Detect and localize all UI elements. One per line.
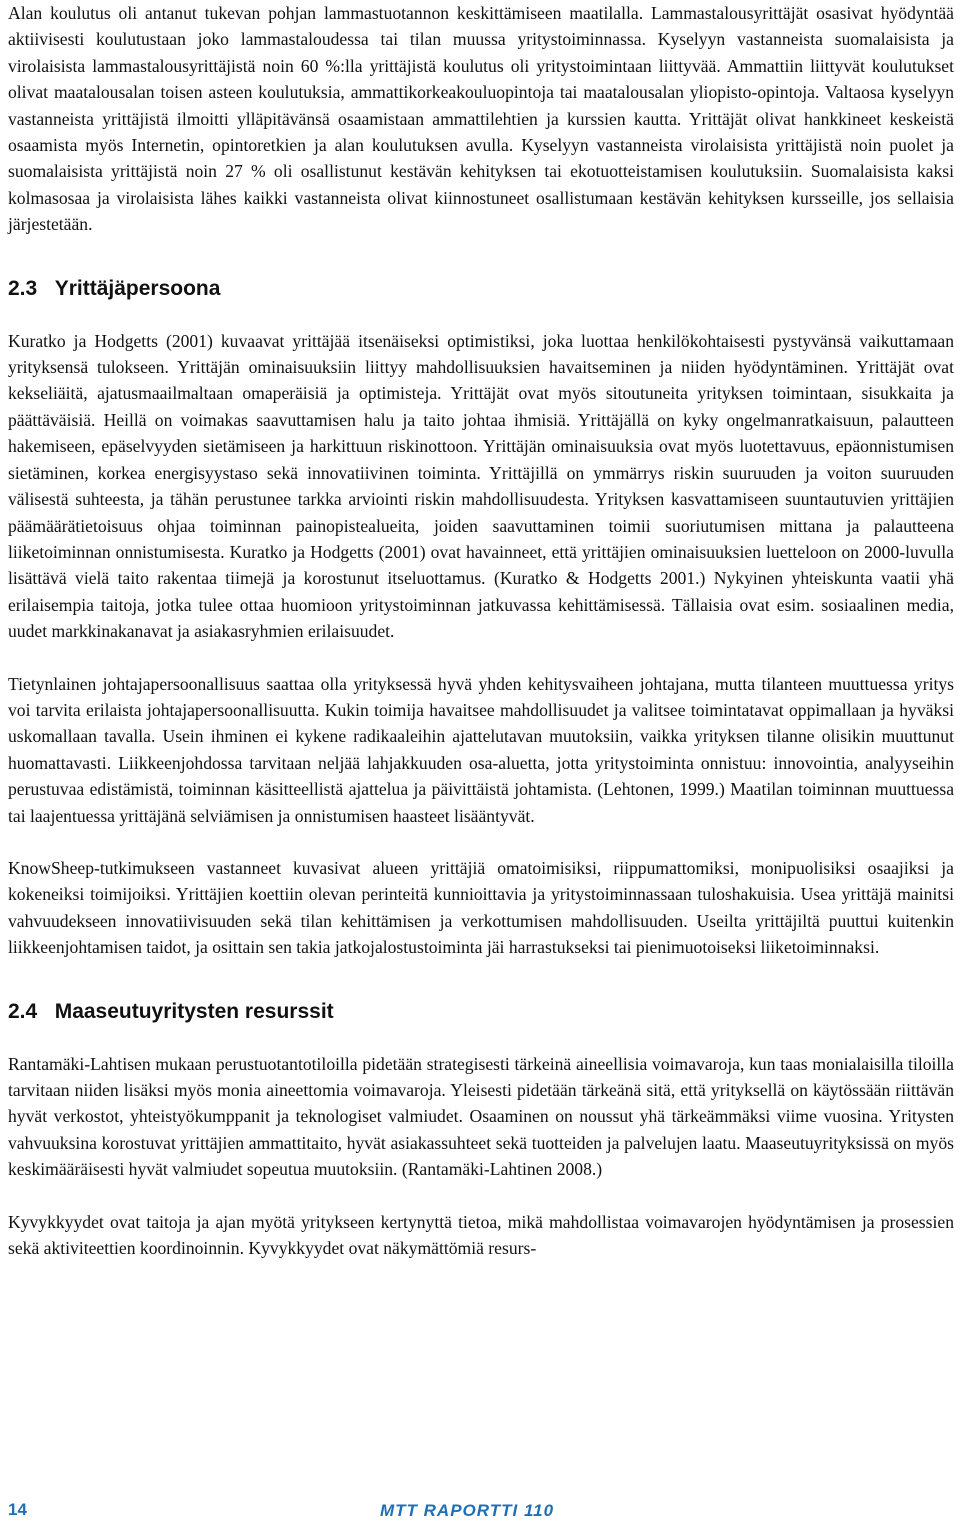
section-heading-2-3: 2.3 Yrittäjäpersoona xyxy=(8,276,221,300)
paragraph-2-4-a: Rantamäki-Lahtisen mukaan perustuotantotiloilla pidetään strategisesti tärkeinä aineellisia voimavaroja, kun taas monialaisilla tiloilla tarvitaan niiden lisäksi myös monia aineettomia voimavaroja. Yleisesti pidetään tärkeänä sitä, että yrityksellä on käytössään riittävän hyvät verkostot, yhteistyökumppanit ja teknologiset valmiudet. Osaaminen on noussut yhä tärkeämmäksi viime vuosina. Yritysten vahvuuksina korostuvat yrittäjien ammattitaito, hyvät asiakassuhteet sekä tuotteiden ja palvelujen laatu. Maaseutuyrityksissä on myös keskimääräisesti hyvät valmiudet sopeutua muutoksiin. (Rantamäki-Lahtinen 2008.) xyxy=(8,1053,954,1180)
section-heading-2-4: 2.4 Maaseutuyritysten resurssit xyxy=(8,999,334,1023)
paragraph-intro: Alan koulutus oli antanut tukevan pohjan lammastuotannon keskittämiseen maatilalla. Lammastalousyrittäjät osasivat hyödyntää aktiivisesti koulutustaan joko lammastaloudessa tai tilan muussa yritystoiminnassa. Kyselyyn vastanneista suomalaisista ja virolaisista lammastalousyrittäjistä noin 60 %:lla yrittäjistä koulutus oli yritystoimintaan liittyvää. Ammattiin liittyvät koulutukset olivat maatalousalan toisen asteen koulutuksia, ammattikorkeakouluopintoja tai maatalousalan yliopisto-opintoja. Valtaosa kyselyyn vastanneista yrittäjistä ilmoitti ylläpitävänsä osaamistaan ammattilehtien ja kurssien kautta. Yrittäjät olivat hankkineet keskeistä osaamista myös Internetin, opintoretkien ja alan koulutuksen avulla. Kyselyyn vastanneista virolaisista yrittäjistä noin puolet ja suomalaisista yrittäjistä noin 27 % oli osallistunut kestävän kehityksen tai ekotuotteistamisen koulutuksiin. Suomalaisista kaksi kolmasosaa ja virolaisista lähes kaikki vastanneista olivat kiinnostuneet osallistumaan kestävän kehityksen kursseille, jos sellaisia järjestetään. xyxy=(8,3,954,235)
paragraph-2-4-b: Kyvykkyydet ovat taitoja ja ajan myötä yritykseen kertynyttä tietoa, mikä mahdollistaa voimavarojen hyödyntämisen ja prosessien sekä aktiviteettien koordinoinnin. Kyvykkyydet ovat näkymättömiä resurs- xyxy=(8,1211,954,1259)
paragraph-2-3-a: Kuratko ja Hodgetts (2001) kuvaavat yrittäjää itsenäiseksi optimistiksi, joka luottaa henkilökohtaisesti pystyvänsä vaikuttamaan yrityksensä tulokseen. Yrittäjän ominaisuuksiin liittyy mahdollisuuksien havaitseminen ja niiden hyödyntäminen. Yrittäjät ovat kekseliäitä, ajatusmaailmaltaan omaperäisiä ja optimisteja. Yrittäjät ovat myös sitoutuneita yrityksen toimintaan, sisukkaita ja päättäväisiä. Heillä on voimakas saavuttamisen halu ja taito johtaa ihmisiä. Yrittäjällä on kyky ongelmanratkaisuun, palautteen hakemiseen, epäselvyyden sietämiseen ja harkittuun riskinottoon. Yrittäjän ominaisuuksia ovat myös luotettavuus, epäonnistumisen sietäminen, korkea energisyystaso sekä innovatiivinen toiminta. Yrittäjillä on ymmärrys riskin suuruuden ja voiton suuruuden välisestä suhteesta, ja tähän perustunee tarkka arviointi riskin mahdollisuudesta. Yrityksen kasvattamiseen suuntautuvien yrittäjien päämäärätietoisuus ohjaa toiminnan painopistealueita, joiden saavuttaminen toimii suoriutumisen mittana ja palautteena liiketoiminnan onnistumisesta. Kuratko ja Hodgetts (2001) ovat havainneet, että yrittäjien ominaisuuksien luetteloon on 2000-luvulla lisättävä vielä taito rakentaa tiimejä ja korostunut itseluottamus. (Kuratko & Hodgetts 2001.) Nykyinen yhteiskunta vaatii yhä erilaisempia taitoja, jotka tulee ottaa huomioon yritystoiminnan jatkuvassa kehittämisessä. Tällaisia ovat esim. sosiaalinen media, uudet markkinakanavat ja asiakasryhmien erilaisuudet. xyxy=(8,330,954,642)
page-content xyxy=(8,0,954,1261)
paragraph-2-3-c: KnowSheep-tutkimukseen vastanneet kuvasivat alueen yrittäjiä omatoimisiksi, riippumattomiksi, monipuolisiksi osaajiksi ja kokeneiksi toimijoiksi. Yrittäjien koettiin olevan perinteitä kunnioittavia ja yritystoiminnassaan tuloshakuisia. Usea yrittäjä mainitsi vahvuudekseen innovatiivisuuden sekä tilan kehittämisen ja verkottumisen mahdollisuuden. Useilta yrittäjiltä puuttui kuitenkin liikkeenjohtamisen taidot, ja osittain sen takia jatkojalostustoiminta jäi harrastukseksi tai pienimuotoiseksi liiketoiminnaksi. xyxy=(8,857,954,958)
page-number: 14 xyxy=(8,1500,27,1519)
series-logo: MTT RAPORTTI 110 xyxy=(380,1501,555,1520)
paragraph-2-3-b: Tietynlainen johtajapersoonallisuus saattaa olla yrityksessä hyvä yhden kehitysvaiheen johtajana, mutta tilanteen muuttuessa yritys voi tarvita erilaista johtajapersoonallisuutta. Kukin toimija havaitsee mahdollisuudet ja valitsee toimintatavat oppimallaan ja hyväksi uskomallaan tavalla. Usein ihminen ei kykene radikaaleihin ajattelutavan muutoksiin, vaikka yrityksen tilanne olisikin muuttunut huomattavasti. Liikkeenjohdossa tarvitaan neljää lahjakkuuden osa-aluetta, jotta yritystoiminta onnistuu: innovointia, analyyseihin perustuvaa edistämistä, toiminnan käsitteellistä ajattelua ja päivittäistä johtamista. (Lehtonen, 1999.) Maatilan toiminnan muuttuessa tai laajentuessa yrittäjänä selviämisen ja onnistumisen haasteet lisääntyvät. xyxy=(8,673,954,826)
